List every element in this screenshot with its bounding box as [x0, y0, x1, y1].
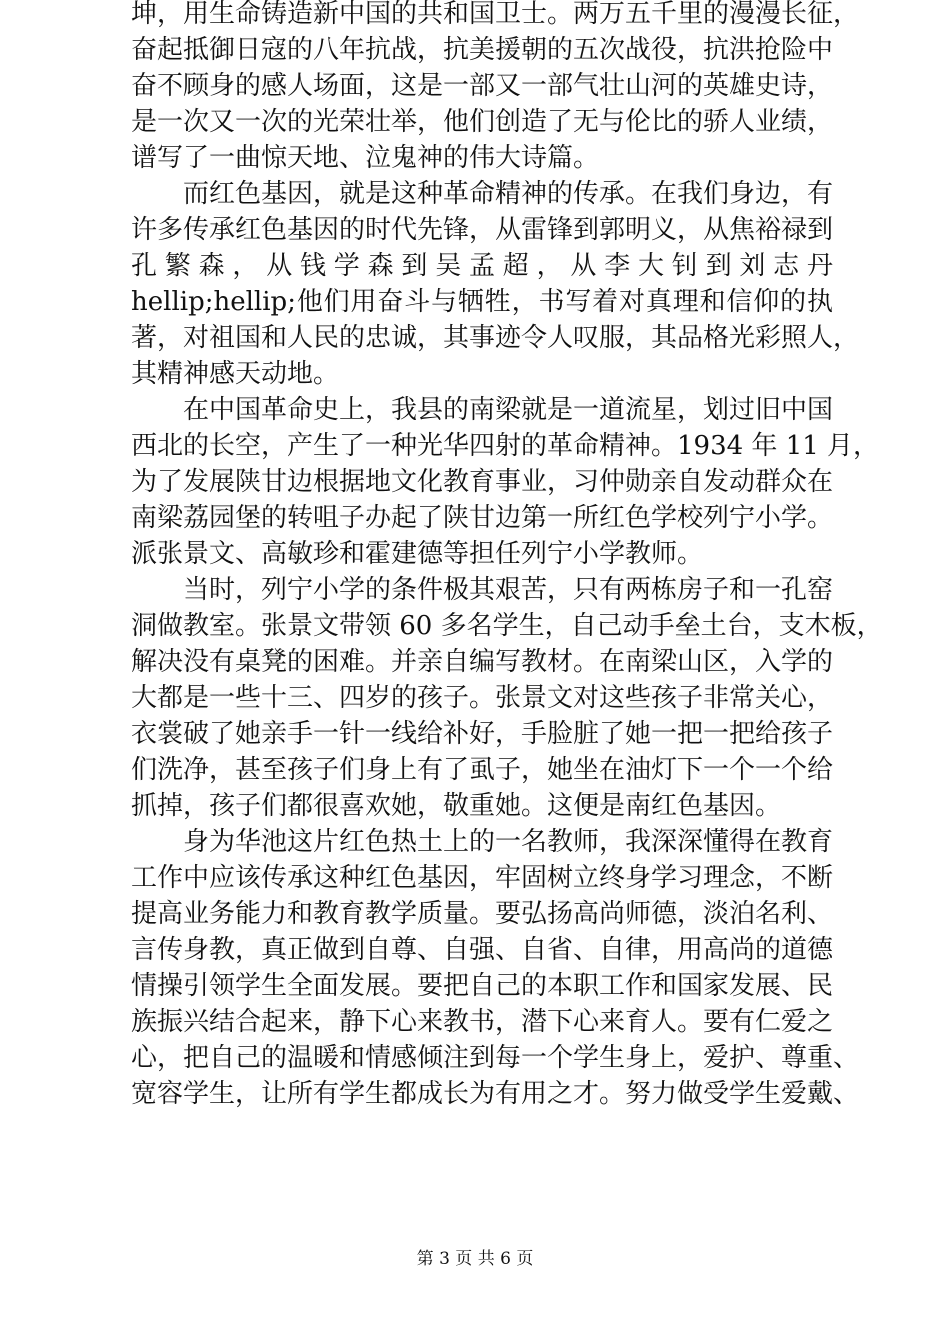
paragraph-first-line: 在中国革命史上，我县的南梁就是一道流星，划过旧中国 [183, 395, 834, 425]
text-line: 洞做教室。张景文带领 60 多名学生，自己动手垒土台，支木板， [131, 611, 883, 641]
text-line: 族振兴结合起来，静下心来教书，潜下心来育人。要有仁爱之 [131, 1007, 834, 1037]
text-line: 言传身教，真正做到自尊、自强、自省、自律，用高尚的道德 [131, 935, 834, 965]
text-line: 南梁荔园堡的转咀子办起了陕甘边第一所红色学校列宁小学。 [131, 503, 834, 533]
paragraph-first-line: 而红色基因，就是这种革命精神的传承。在我们身边，有 [183, 179, 834, 209]
text-line: 其精神感天动地。 [131, 359, 340, 389]
text-line: 大都是一些十三、四岁的孩子。张景文对这些孩子非常关心， [131, 683, 834, 713]
text-line: 著，对祖国和人民的忠诚，其事迹令人叹服，其品格光彩照人， [131, 323, 860, 353]
text-line: 解决没有桌凳的困难。并亲自编写教材。在南梁山区，入学的 [131, 647, 834, 677]
text-line: 许多传承红色基因的时代先锋，从雷锋到郭明义，从焦裕禄到 [131, 215, 834, 245]
text-line: 抓掉，孩子们都很喜欢她，敬重她。这便是南红色基因。 [131, 791, 782, 821]
text-line: 派张景文、高敏珍和霍建德等担任列宁小学教师。 [131, 539, 704, 569]
text-line: 孔繁森，从钱学森到吴孟超，从李大钊到刘志丹 [131, 251, 833, 281]
text-line: hellip;hellip;他们用奋斗与牺牲，书写着对真理和信仰的执 [131, 287, 833, 317]
text-line: 坤，用生命铸造新中国的共和国卫士。两万五千里的漫漫长征， [131, 0, 860, 29]
text-line: 奋起抵御日寇的八年抗战，抗美援朝的五次战役，抗洪抢险中 [131, 35, 834, 65]
text-line: 工作中应该传承这种红色基因，牢固树立终身学习理念，不断 [131, 863, 834, 893]
text-line: 情操引领学生全面发展。要把自己的本职工作和国家发展、民 [131, 971, 834, 1001]
paragraph-first-line: 当时，列宁小学的条件极其艰苦，只有两栋房子和一孔窑 [183, 575, 834, 605]
text-line: 奋不顾身的感人场面，这是一部又一部气壮山河的英雄史诗， [131, 71, 834, 101]
text-line: 宽容学生，让所有学生都成长为有用之才。努力做受学生爱戴、 [131, 1079, 860, 1109]
page-footer: 第 3 页 共 6 页 [416, 1249, 534, 1269]
text-line: 衣裳破了她亲手一针一线给补好，手脸脏了她一把一把给孩子 [131, 719, 834, 749]
text-line: 为了发展陕甘边根据地文化教育事业，习仲勋亲自发动群众在 [131, 467, 834, 497]
text-line: 谱写了一曲惊天地、泣鬼神的伟大诗篇。 [131, 143, 600, 173]
text-line: 心，把自己的温暖和情感倾注到每一个学生身上，爱护、尊重、 [131, 1043, 860, 1073]
text-line: 们洗净，甚至孩子们身上有了虱子，她坐在油灯下一个一个给 [131, 755, 834, 785]
paragraph-first-line: 身为华池这片红色热土上的一名教师，我深深懂得在教育 [183, 827, 834, 857]
text-line: 西北的长空，产生了一种光华四射的革命精神。1934 年 11 月， [131, 431, 880, 461]
text-line: 是一次又一次的光荣壮举，他们创造了无与伦比的骄人业绩， [131, 107, 834, 137]
text-line: 提高业务能力和教育教学质量。要弘扬高尚师德，淡泊名利、 [131, 899, 834, 929]
